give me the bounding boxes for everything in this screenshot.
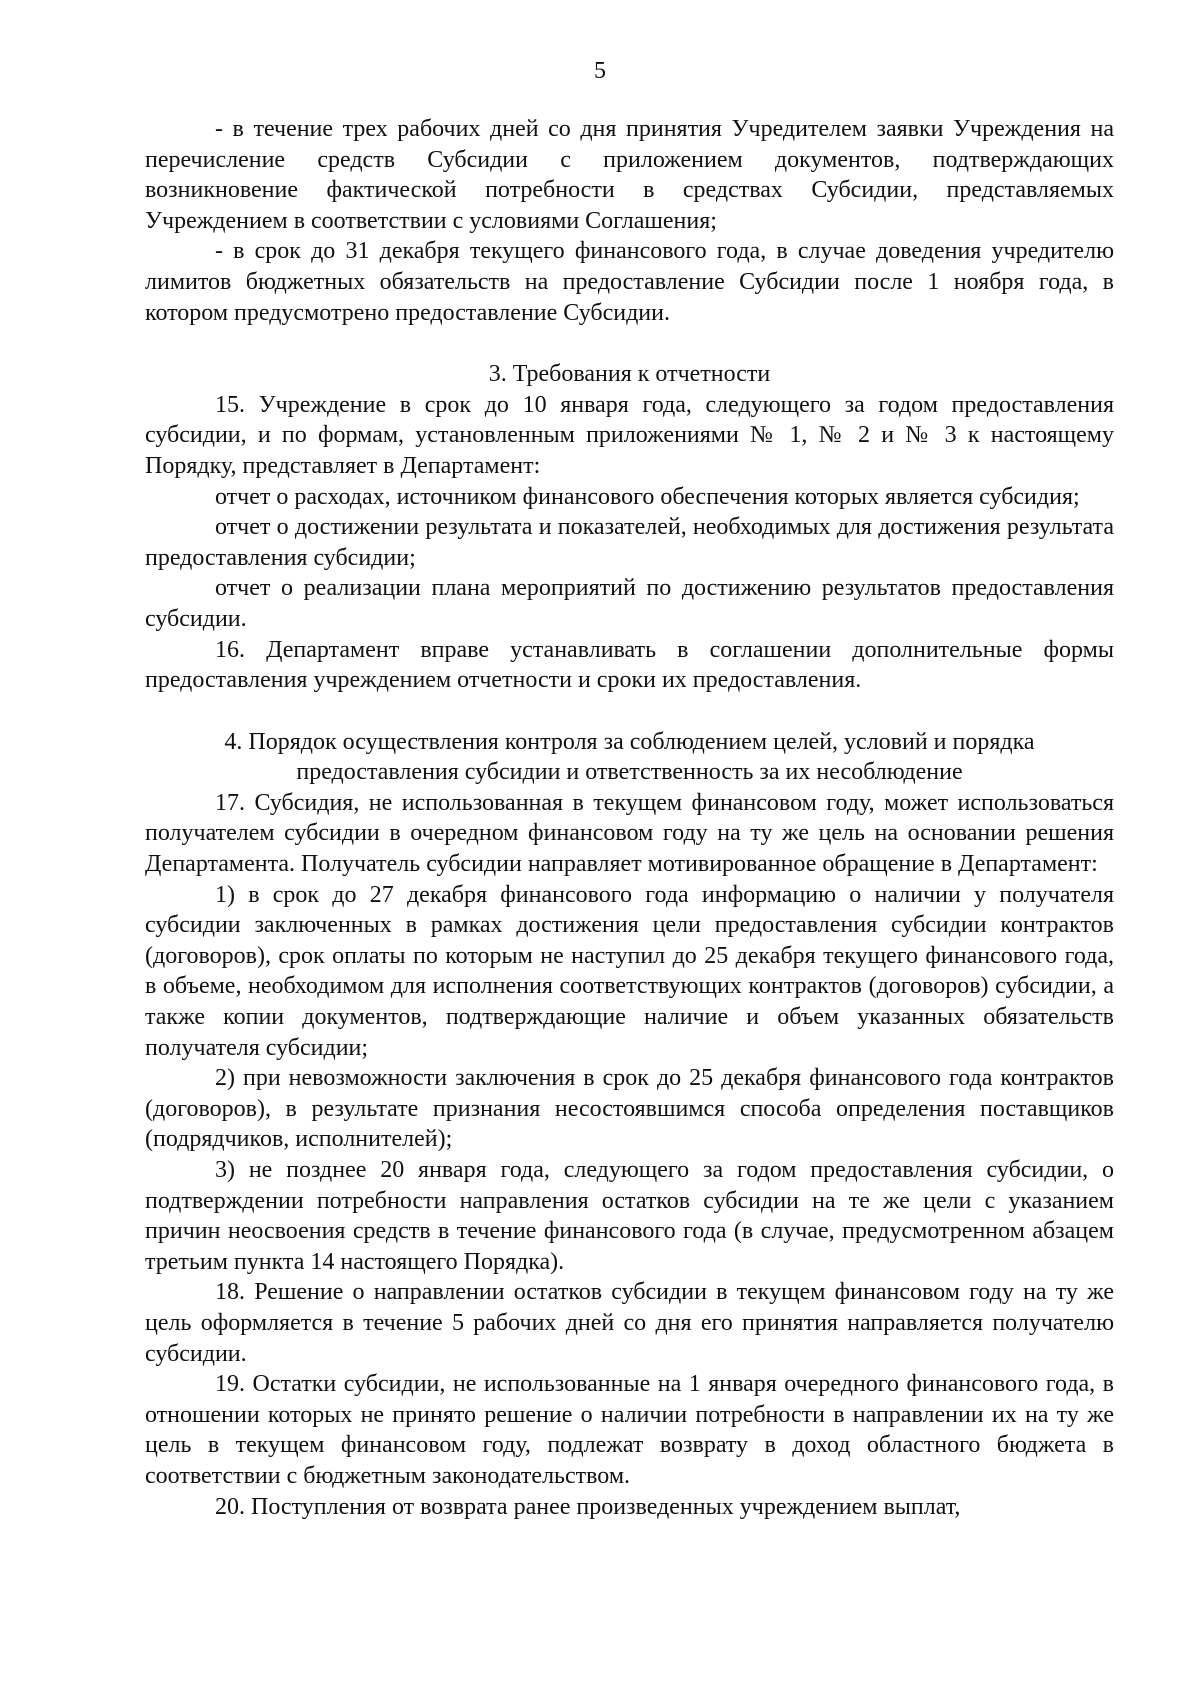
section-heading-3: 3. Требования к отчетности [488, 361, 771, 388]
paragraph: отчет о достижении результата и показателей, необходимых для достижения результата предоставления субсидии; [145, 514, 1114, 571]
paragraph: 20. Поступления от возврата ранее произведенных учреждением выплат, [215, 1493, 961, 1520]
section-heading-line: 4. Порядок осуществления контроля за соблюдением целей, условий и порядка [224, 728, 1035, 755]
spacer [145, 696, 1114, 727]
paragraph: 17. Субсидия, не использованная в текущем финансовом году, может использоваться получателем субсидии в очередном финансовом году на ту же цель на основании решения Департамента. Получатель субсидии направляет мотивированное обращение в Департамент: [145, 789, 1114, 878]
section-heading-4 [145, 727, 1114, 788]
page-number: 5 [594, 58, 606, 84]
paragraph: отчет о расходах, источником финансового обеспечения которых является субсидия; [215, 483, 1080, 510]
section-heading-line: предоставления субсидии и ответственность за их несоблюдение [296, 759, 963, 786]
paragraph: отчет о реализации плана мероприятий по достижению результатов предоставления субсидии. [145, 575, 1114, 632]
paragraph: 18. Решение о направлении остатков субсидии в текущем финансовом году на ту же цель оформляется в течение 5 рабочих дней со дня его принятия направляется получателю субсидии. [145, 1279, 1114, 1367]
document-body [145, 114, 1114, 1522]
paragraph: - в течение трех рабочих дней со дня принятия Учредителем заявки Учреждения на перечисление средств Субсидии с приложением документов, подтверждающих возникновение фактической потребности в средствах Субсидии, представляемых Учреждением в соответствии с условиями Соглашения; [145, 116, 1114, 234]
paragraph: - в срок до 31 декабря текущего финансового года, в случае доведения учредителю лимитов бюджетных обязательств на предоставление Субсидии после 1 ноября года, в котором предусмотрено предоставление Субсидии. [145, 238, 1114, 326]
paragraph: 3) не позднее 20 января года, следующего за годом предоставления субсидии, о подтверждении потребности направления остатков субсидии на те же цели с указанием причин неосвоения средств в течение финансового года (в случае, предусмотренном абзацем третьим пункта 14 настоящего Порядка). [145, 1157, 1114, 1275]
paragraph: 19. Остатки субсидии, не использованные на 1 января очередного финансового года, в отношении которых не принято решение о наличии потребности в направлении их на ту же цель в текущем финансовом году, подлежат возврату в доход областного бюджета в соответствии с бюджетным законодательством. [145, 1371, 1114, 1489]
spacer [145, 328, 1114, 359]
paragraph: 2) при невозможности заключения в срок до 25 декабря финансового года контрактов (договоров), в результате признания несостоявшимся способа определения поставщиков (подрядчиков, исполнителей); [145, 1065, 1114, 1153]
paragraph: 16. Департамент вправе устанавливать в соглашении дополнительные формы предоставления учреждением отчетности и сроки их предоставления. [145, 636, 1114, 694]
paragraph: 1) в срок до 27 декабря финансового года информацию о наличии у получателя субсидии заключенных в рамках достижения цели предоставления субсидии контрактов (договоров), срок оплаты по которым не наступил до 25 декабря текущего финансового года, в объеме, необходимом для исполнения соответствующих контрактов (договоров) субсидии, а также копии документов, подтверждающие наличие и объем указанных обязательств получателя субсидии; [145, 881, 1114, 1061]
paragraph: 15. Учреждение в срок до 10 января года, следующего за годом предоставления субсидии, и по формам, установленным приложениями № 1, № 2 и № 3 к настоящему Порядку, представляет в Департамент: [145, 391, 1114, 479]
